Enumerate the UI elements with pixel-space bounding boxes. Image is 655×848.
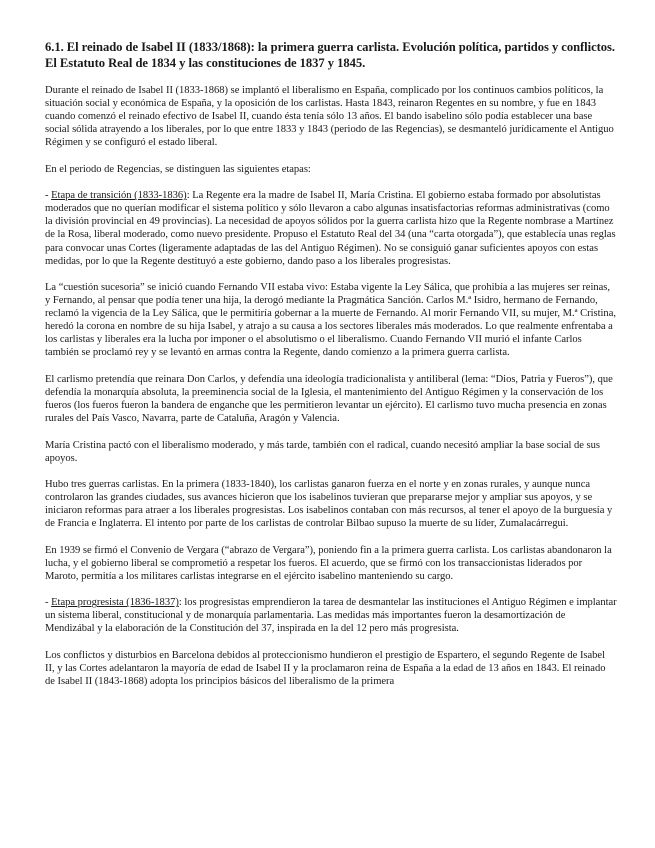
paragraph-maria-cristina: María Cristina pactó con el liberalismo moderado, y más tarde, también con el radical, cuando necesitó ampliar la base social de sus apoyos. — [45, 439, 600, 464]
paragraph-body: : La Regente era la madre de Isabel II, María Cristina. El gobierno estaba formado por absolutistas moderados que no querían modificar el sistema político y sólo llevaron a cabo algunas insatisfactorias reformas administrativas (como la división provincial en 49 provincias). La necesidad de apoyos sólidos por la guerra carlista hizo que la Regente nombrase a Martínez de la Rosa, liberal moderado, como nuevo presidente. Propuso el Estatuto Real del 34 (una “carta otorgada”), que establecía unas reglas para convocar unas Cortes (ligeramente adaptadas de las del Antiguo Régimen). No se consiguió ganar suficientes apoyos con estas medidas, por lo que la Regente destituyó a este gobierno, dando paso a los liberales progresistas. — [45, 190, 616, 267]
document-title: 6.1. El reinado de Isabel II (1833/1868): la primera guerra carlista. Evolución política, partidos y conflictos. El Estatuto Real de 1834 y las constituciones de 1837 y 1845. — [45, 40, 615, 70]
section-label-transicion: Etapa de transición (1833-1836) — [51, 190, 187, 202]
paragraph-intro: Durante el reinado de Isabel II (1833-1868) se implantó el liberalismo en España, complicado por los continuos cambios políticos, la situación social y económica de España, y la oposición de los carlistas. Hasta 1843, reinaron Regentes en su nombre, y fue en 1843 cuando comenzó el reinado efectivo de Isabel II, cuando ésta tenía sólo 13 años. El bando isabelino sólo podía establecer una base social sólida atrayendo a los liberales, por lo que entre 1833 y 1843 (periodo de las Regencias), se desmanteló jurídicamente el Antiguo Régimen y se configuró el estado liberal. — [45, 85, 614, 149]
paragraph-etapa-transicion — [45, 189, 617, 268]
list-dash: - — [45, 597, 52, 609]
document-page — [45, 40, 617, 688]
paragraph-etapa-progresista — [45, 596, 617, 635]
paragraph-convenio-vergara: En 1939 se firmó el Convenio de Vergara (“abrazo de Vergara”), poniendo fin a la primera guerra carlista. Los carlistas abandonaron la lucha, y el gobierno liberal se comprometió a respetar los fueros. El acuerdo, que se firmó con los transaccionistas liderados por Maroto, permitía a los militares carlistas integrarse en el ejército isabelino manteniendo su cargo. — [45, 544, 612, 582]
paragraph-cuestion-sucesoria: La “cuestión sucesoria” se inició cuando Fernando VII estaba vivo: Estaba vigente la Ley Sálica, que prohibía a las mujeres ser reinas, y Fernando, al pensar que podía tener una hija, la derogó mediante la Pragmática Sanción. Carlos M.ª Isidro, hermano de Fernando, reclamó la vigencia de la Ley Sálica, que le permitiría gobernar a la muerte de Fernando. Al morir Fernando VII, su mujer, M.ª Cristina, heredó la corona en nombre de su hija Isabel, y atrajo a su causa a los sectores liberales más moderados. Lo que realmente enfrentaba a los carlistas y liberales era la lucha por imponer o el absolutismo o el liberalismo. Cuando Fernando VII murió el infante Carlos también se proclamó rey y se levantó en armas contra la Regente, dando comienzo a la primera guerra carlista. — [45, 282, 616, 359]
paragraph-body: : los progresistas emprendieron la tarea de desmantelar las instituciones el Antiguo Régimen e implantar un sistema liberal, constitucional y de monarquía parlamentaria. Las medidas más importantes fueron la desamortización de Mendizábal y la elaboración de la Constitución del 37, inspirada en la del 12 pero más progresista. — [45, 597, 617, 635]
paragraph-guerras-carlistas: Hubo tres guerras carlistas. En la primera (1833-1840), los carlistas ganaron fuerza en el norte y en zonas rurales, y aunque nunca controlaron las grandes ciudades, sus avances hicieron que los isabelinos tuvieran que prepararse mejor y ampliar sus apoyos, y se iniciaron reformas para atraer a los liberales progresistas. Los isabelinos contaban con más recursos, al tener el apoyo de la burguesía y de Francia e Inglaterra. El intento por parte de los carlistas de controlar Bilbao supuso la muerte de su líder, Zumalacárregui. — [45, 479, 613, 530]
list-dash: - — [45, 190, 52, 202]
paragraph-regencias: En el periodo de Regencias, se distinguen las siguientes etapas: — [45, 163, 311, 175]
paragraph-carlismo: El carlismo pretendía que reinara Don Carlos, y defendía una ideología tradicionalista y antiliberal (lema: “Dios, Patria y Fueros”), que defendía la monarquía absoluta, la preeminencia social de la Iglesia, el mantenimiento del Antiguo Régimen y la conservación de los fueros (los fueros fueron la bandera de enganche que les permitieron levantar un ejército). El carlismo tuvo mucha presencia en zonas rurales del País Vasco, Navarra, parte de Cataluña, Aragón y Valencia. — [45, 373, 613, 425]
paragraph-conflictos-barcelona: Los conflictos y disturbios en Barcelona debidos al proteccionismo hundieron el prestigio de Espartero, el segundo Regente de Isabel II, y las Cortes adelantaron la mayoría de edad de Isabel II y la proclamaron reina de España a la edad de 13 años en 1843. El reinado de Isabel II (1843-1868) adopta los principios básicos del liberalismo de la primera — [45, 649, 606, 688]
section-label-progresista: Etapa progresista (1836-1837) — [51, 597, 179, 609]
